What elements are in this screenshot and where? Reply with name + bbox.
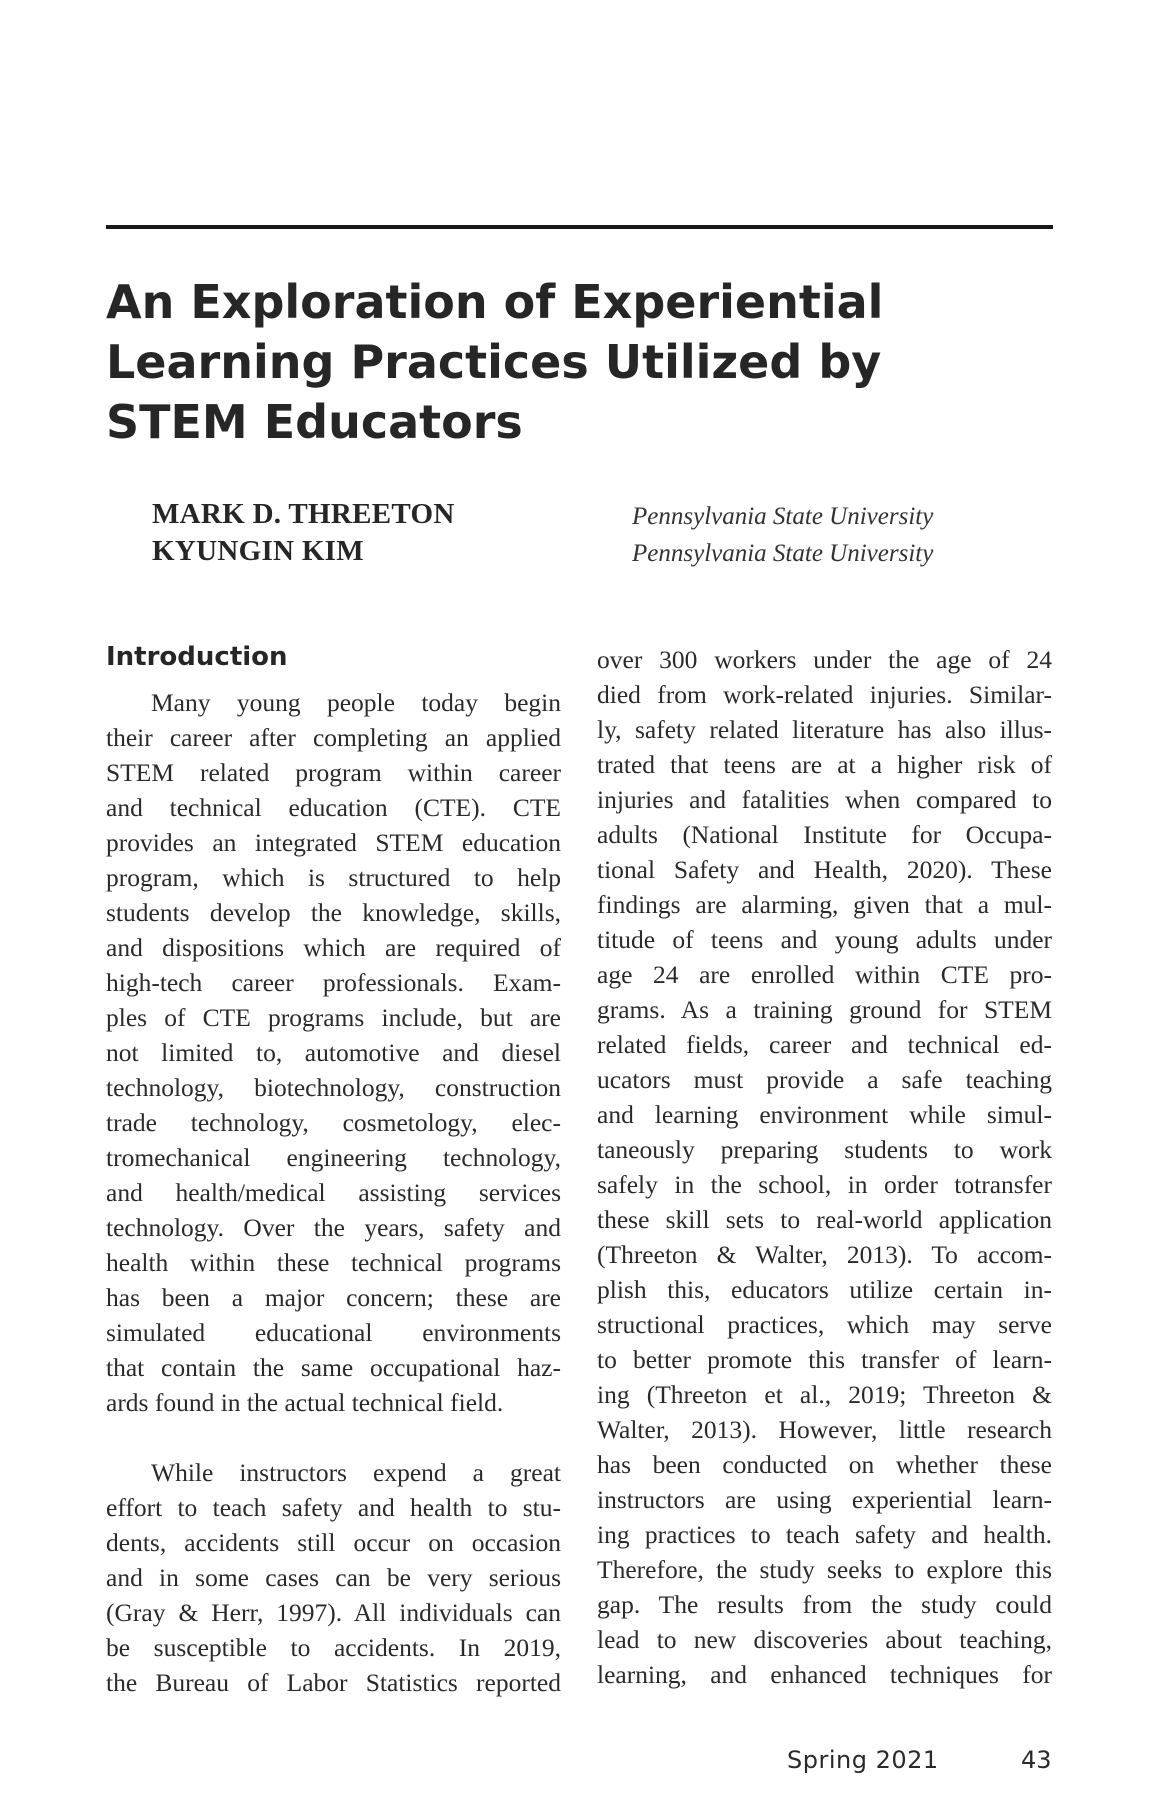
text-line: be susceptible to accidents. In 2019, — [106, 1633, 561, 1662]
left-column — [106, 642, 561, 1700]
intro-paragraph-continued — [597, 642, 1052, 1692]
text-line: titude of teens and young adults under — [597, 925, 1052, 954]
text-line: tromechanical engineering technology, — [106, 1143, 561, 1172]
page-number: 43 — [1021, 1746, 1052, 1774]
text-line: died from work-related injuries. Similar- — [597, 680, 1052, 709]
text-line: ing (Threeton et al., 2019; Threeton & — [597, 1380, 1052, 1409]
text-line: has been conducted on whether these — [597, 1450, 1052, 1479]
text-line: over 300 workers under the age of 24 — [597, 645, 1052, 674]
text-line: taneously preparing students to work — [597, 1135, 1052, 1164]
header-rule — [106, 225, 1053, 229]
text-line: trade technology, cosmetology, elec- — [106, 1108, 561, 1137]
text-line: has been a major concern; these are — [106, 1283, 561, 1312]
text-line: technology. Over the years, safety and — [106, 1213, 561, 1242]
text-line: grams. As a training ground for STEM — [597, 995, 1052, 1024]
text-line: trated that teens are at a higher risk of — [597, 750, 1052, 779]
text-line: their career after completing an applied — [106, 723, 561, 752]
text-line: to better promote this transfer of learn- — [597, 1345, 1052, 1374]
text-line: and learning environment while simul- — [597, 1100, 1052, 1129]
author-names — [152, 496, 632, 570]
author-name: KYUNGIN KIM — [152, 535, 364, 567]
text-line: STEM related program within career — [106, 758, 561, 787]
text-line: technology, biotechnology, construction — [106, 1073, 561, 1102]
text-line: Many young people today begin — [151, 688, 561, 717]
title-line: Learning Practices Utilized by — [106, 335, 882, 389]
text-line: high-tech career professionals. Exam- — [106, 968, 561, 997]
text-line: ly, safety related literature has also illus- — [597, 715, 1052, 744]
text-line: safely in the school, in order totransfer — [597, 1170, 1052, 1199]
text-line: health within these technical programs — [106, 1248, 561, 1277]
text-line: adults (National Institute for Occupa- — [597, 820, 1052, 849]
text-line: structional practices, which may serve — [597, 1310, 1052, 1339]
paragraph-gap — [106, 1420, 561, 1455]
author-name: MARK D. THREETON — [152, 498, 455, 530]
text-line: these skill sets to real-world application — [597, 1205, 1052, 1234]
author-affiliations — [632, 498, 1052, 572]
text-line: and dispositions which are required of — [106, 933, 561, 962]
text-line: instructors are using experiential learn- — [597, 1485, 1052, 1514]
title-line: An Exploration of Experiential — [106, 275, 884, 329]
title-line: STEM Educators — [106, 395, 523, 449]
article-title — [106, 272, 1046, 452]
right-column — [597, 642, 1052, 1692]
text-line: injuries and fatalities when compared to — [597, 785, 1052, 814]
text-line: students develop the knowledge, skills, — [106, 898, 561, 927]
text-line: related fields, career and technical ed- — [597, 1030, 1052, 1059]
text-line: ing practices to teach safety and health. — [597, 1520, 1052, 1549]
intro-paragraph-1 — [106, 685, 561, 1420]
text-line: ucators must provide a safe teaching — [597, 1065, 1052, 1094]
text-line: ards found in the actual technical field. — [106, 1388, 504, 1417]
text-line: provides an integrated STEM education — [106, 828, 561, 857]
text-line: (Threeton & Walter, 2013). To accom- — [597, 1240, 1052, 1269]
text-line: not limited to, automotive and diesel — [106, 1038, 561, 1067]
text-line: tional Safety and Health, 2020). These — [597, 855, 1052, 884]
text-line: age 24 are enrolled within CTE pro- — [597, 960, 1052, 989]
text-line: lead to new discoveries about teaching, — [597, 1625, 1052, 1654]
text-line: plish this, educators utilize certain in- — [597, 1275, 1052, 1304]
text-line: dents, accidents still occur on occasion — [106, 1528, 561, 1557]
text-line: program, which is structured to help — [106, 863, 561, 892]
intro-paragraph-2 — [106, 1455, 561, 1700]
author-affiliation: Pennsylvania State University — [632, 503, 934, 530]
text-line: the Bureau of Labor Statistics reported — [106, 1668, 561, 1697]
text-line: (Gray & Herr, 1997). All individuals can — [106, 1598, 561, 1627]
text-line: and technical education (CTE). CTE — [106, 793, 561, 822]
text-line: ples of CTE programs include, but are — [106, 1003, 561, 1032]
text-line: and health/medical assisting services — [106, 1178, 561, 1207]
author-affiliation: Pennsylvania State University — [632, 540, 934, 567]
text-line: simulated educational environments — [106, 1318, 561, 1347]
text-line: Walter, 2013). However, little research — [597, 1415, 1052, 1444]
text-line: findings are alarming, given that a mul- — [597, 890, 1052, 919]
text-line: Therefore, the study seeks to explore this — [597, 1555, 1052, 1584]
footer-issue: Spring 2021 — [787, 1746, 939, 1774]
text-line: While instructors expend a great — [151, 1458, 561, 1487]
text-line: gap. The results from the study could — [597, 1590, 1052, 1619]
text-line: learning, and enhanced techniques for — [597, 1660, 1052, 1689]
section-heading: Introduction — [106, 642, 288, 672]
text-line: and in some cases can be very serious — [106, 1563, 561, 1592]
text-line: that contain the same occupational haz- — [106, 1353, 561, 1382]
text-line: effort to teach safety and health to stu- — [106, 1493, 561, 1522]
